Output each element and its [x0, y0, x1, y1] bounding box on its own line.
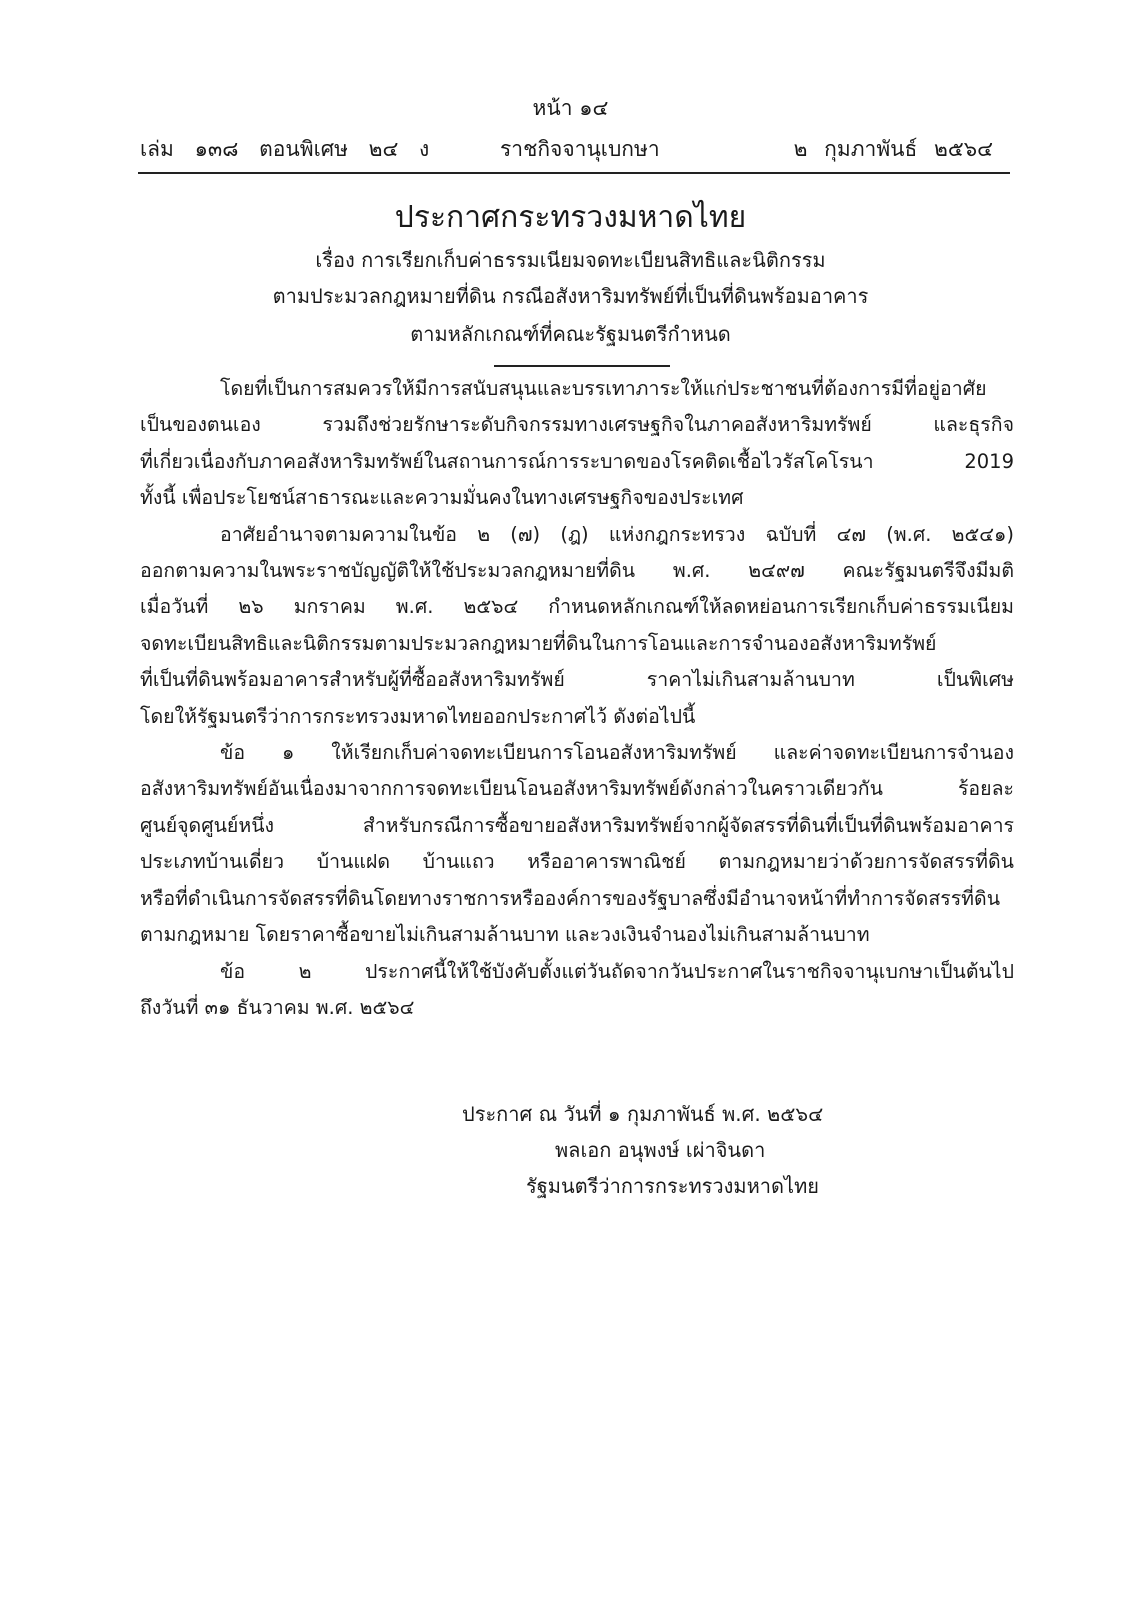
subject-line-3: ตามหลักเกณฑ์ที่คณะรัฐมนตรีกำหนด: [410, 322, 731, 346]
body-line: เป็นของตนเอง รวมถึงช่วยรักษาระดับกิจกรรมทางเศรษฐกิจในภาคอสังหาริมทรัพย์ และธุรกิจ: [140, 413, 1014, 437]
title-divider: [494, 365, 670, 367]
gazette-date: ๒ กุมภาพันธ์ ๒๕๖๔: [793, 137, 993, 161]
body-line: โดยให้รัฐมนตรีว่าการกระทรวงมหาดไทยออกประกาศไว้ ดังต่อไปนี้: [140, 704, 696, 728]
body-line: ที่เป็นที่ดินพร้อมอาคารสำหรับผู้ที่ซื้ออสังหาริมทรัพย์ ราคาไม่เกินสามล้านบาท เป็นพิเศษ: [140, 668, 1014, 692]
body-line: ออกตามความในพระราชบัญญัติให้ใช้ประมวลกฎหมายที่ดิน พ.ศ. ๒๔๙๗ คณะรัฐมนตรีจึงมีมติ: [140, 559, 1014, 583]
body-line: โดยที่เป็นการสมควรให้มีการสนับสนุนและบรรเทาภาระให้แก่ประชาชนที่ต้องการมีที่อยู่อาศัย: [220, 377, 987, 400]
announcement-date: ประกาศ ณ วันที่ ๑ กุมภาพันธ์ พ.ศ. ๒๕๖๔: [462, 1102, 824, 1126]
body-line: จดทะเบียนสิทธิและนิติกรรมตามประมวลกฎหมายที่ดินในการโอนและการจำนองอสังหาริมทรัพย์: [140, 631, 937, 655]
signer-name: พลเอก อนุพงษ์ เผ่าจินดา: [555, 1138, 766, 1162]
body-line: ถึงวันที่ ๓๑ ธันวาคม พ.ศ. ๒๕๖๔: [140, 995, 415, 1019]
subject-line-2: ตามประมวลกฎหมายที่ดิน กรณีอสังหาริมทรัพย์ที่เป็นที่ดินพร้อมอาคาร: [272, 284, 869, 308]
signer-position: รัฐมนตรีว่าการกระทรวงมหาดไทย: [526, 1174, 819, 1198]
subject-line-1: เรื่อง การเรียกเก็บค่าธรรมเนียมจดทะเบียนสิทธิและนิติกรรม: [315, 248, 826, 272]
body-line: อาศัยอำนาจตามความในข้อ ๒ (๗) (ฎ) แห่งกฎกระทรวง ฉบับที่ ๔๗ (พ.ศ. ๒๕๔๑): [220, 522, 1014, 546]
body-line: ที่เกี่ยวเนื่องกับภาคอสังหาริมทรัพย์ในสถานการณ์การระบาดของโรคติดเชื้อไวรัสโคโรนา 2019: [140, 449, 1014, 473]
body-line: เมื่อวันที่ ๒๖ มกราคม พ.ศ. ๒๕๖๔ กำหนดหลักเกณฑ์ให้ลดหย่อนการเรียกเก็บค่าธรรมเนียม: [140, 595, 1014, 619]
page-number: หน้า ๑๔: [532, 96, 609, 120]
body-line: ข้อ ๒ ประกาศนี้ให้ใช้บังคับตั้งแต่วันถัดจากวันประกาศในราชกิจจานุเบกษาเป็นต้นไป: [220, 959, 1014, 983]
body-line: ประเภทบ้านเดี่ยว บ้านแฝด บ้านแถว หรืออาคารพาณิชย์ ตามกฎหมายว่าด้วยการจัดสรรที่ดิน: [140, 850, 1014, 874]
body-line: อสังหาริมทรัพย์อันเนื่องมาจากการจดทะเบียนโอนอสังหาริมทรัพย์ดังกล่าวในคราวเดียวกัน ร้อยละ: [140, 777, 1014, 801]
body-line: หรือที่ดำเนินการจัดสรรที่ดินโดยทางราชการหรือองค์การของรัฐบาลซึ่งมีอำนาจหน้าที่ทำการจัดสรรที่ดิน: [140, 886, 1001, 910]
document-title: ประกาศกระทรวงมหาดไทย: [394, 200, 747, 235]
body-line: ทั้งนี้ เพื่อประโยชน์สาธารณะและความมั่นคงในทางเศรษฐกิจของประเทศ: [140, 486, 744, 510]
header-divider: [138, 172, 1010, 174]
body-line: ตามกฎหมาย โดยราคาซื้อขายไม่เกินสามล้านบาท และวงเงินจำนองไม่เกินสามล้านบาท: [140, 923, 870, 947]
body-line: ข้อ ๑ ให้เรียกเก็บค่าจดทะเบียนการโอนอสังหาริมทรัพย์ และค่าจดทะเบียนการจำนอง: [220, 741, 1014, 765]
volume-info: เล่ม ๑๓๘ ตอนพิเศษ ๒๔ ง: [140, 137, 430, 161]
body-line: ศูนย์จุดศูนย์หนึ่ง สำหรับกรณีการซื้อขายอสังหาริมทรัพย์จากผู้จัดสรรที่ดินที่เป็นที่ดินพร้อมอาคาร: [140, 813, 1014, 837]
document-body: [140, 371, 1014, 1026]
gazette-name: ราชกิจจานุเบกษา: [500, 137, 660, 161]
